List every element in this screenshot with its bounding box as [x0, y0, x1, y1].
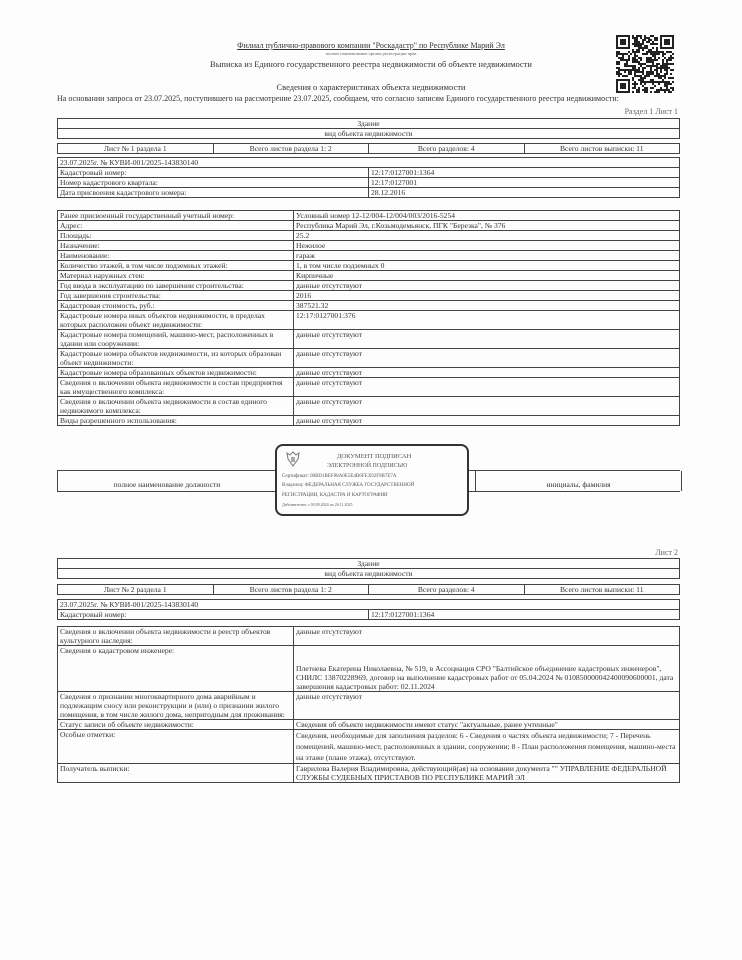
page2-properties-table	[57, 626, 680, 783]
table-row	[58, 211, 680, 221]
extract-sheets-total: Всего листов выписки: 11	[524, 585, 680, 595]
table-row	[58, 349, 680, 368]
stamp-validity: Действителен: с 03.09.2024 по 26.11.2025	[282, 502, 353, 507]
table-row	[58, 378, 680, 397]
table-row	[58, 416, 680, 426]
stamp-issuer: Владелец: ФЕДЕРАЛЬНАЯ СЛУЖБА ГОСУДАРСТВЕННОЙ	[282, 483, 415, 488]
row-value: 25.2	[294, 231, 680, 241]
extract-sheets-total: Всего листов выписки: 11	[524, 144, 680, 154]
table-row	[58, 281, 680, 291]
row-label: Кадастровые номера объектов недвижимости, из которых образован объект недвижимости:	[58, 349, 294, 368]
row-label: Год завершения строительства:	[58, 291, 294, 301]
row-value: Сведения об объекте недвижимости имеют статус "актуальные, ранее учтенные"	[294, 720, 680, 730]
page2-object-type-table	[57, 558, 680, 579]
table-row	[58, 368, 680, 378]
row-label: Наименование:	[58, 251, 294, 261]
row-label: Дата присвоения кадастрового номера:	[58, 188, 369, 198]
row-label: Назначение:	[58, 241, 294, 251]
page1-section-label: Раздел 1 Лист 1	[624, 107, 678, 116]
stamp-certificate: Сертификат: 00BD1BEF08A0E5E4B6FE3D2F9B7E7A	[282, 474, 397, 479]
table-row	[58, 178, 680, 188]
object-type: Здание	[58, 559, 680, 569]
page2-section-label: Лист 2	[655, 548, 678, 557]
organization-name: Филиал публично-правового компании "Роскадастр" по Республике Марий Эл	[237, 41, 505, 50]
row-label: Сведения о кадастровом инженере:	[58, 646, 294, 692]
row-value: 12:17:0127001:1364	[369, 610, 680, 620]
table-row	[58, 730, 680, 764]
row-label: Сведения о признании многоквартирного дома аварийным и подлежащим сносу или реконструкции и (или) о признании жилого помещения, в том числе жилого дома, непригодным для проживания:	[58, 692, 294, 720]
table-row	[58, 311, 680, 330]
table-row	[58, 221, 680, 231]
organization-caption: полное наименование органа регистрации прав	[325, 51, 417, 56]
row-value: 12:17:0127001:1364	[369, 168, 680, 178]
row-value: 12:17:0127001	[369, 178, 680, 188]
row-label: Статус записи об объекте недвижимости:	[58, 720, 294, 730]
row-label: Материал наружных стен:	[58, 271, 294, 281]
table-row	[58, 271, 680, 281]
object-type-caption: вид объекта недвижимости	[58, 129, 680, 139]
sections-total: Всего разделов: 4	[369, 585, 525, 595]
extract-number: 23.07.2025г. № КУВИ-001/2025-143830140	[58, 600, 680, 610]
row-label: Особые отметки:	[58, 730, 294, 764]
table-row	[58, 610, 680, 620]
row-label: Кадастровые номера иных объектов недвижимости, в пределах которых расположен объект недвижимости:	[58, 311, 294, 330]
row-label: Год ввода в эксплуатацию по завершении строительства:	[58, 281, 294, 291]
row-label: Количество этажей, в том числе подземных этажей:	[58, 261, 294, 271]
row-label: Площадь:	[58, 231, 294, 241]
row-label: Получатель выписки:	[58, 764, 294, 783]
row-value: Кирпичные	[294, 271, 680, 281]
page1-sheet-info	[57, 143, 680, 154]
coat-of-arms-icon	[285, 450, 301, 468]
table-row	[58, 397, 680, 416]
row-value: данные отсутствуют	[294, 416, 680, 426]
name-caption: инициалы, фамилия	[546, 480, 611, 489]
table-row	[58, 241, 680, 251]
section-title: Сведения о характеристиках объекта недвижимости	[276, 82, 466, 92]
row-value: 12:17:0127001:376	[294, 311, 680, 330]
row-label: Сведения о включении объекта недвижимости в реестр объектов культурного наследия:	[58, 627, 294, 646]
row-value: данные отсутствуют	[294, 349, 680, 368]
section-sheets-total: Всего листов раздела 1: 2	[213, 585, 369, 595]
stamp-line2: ЭЛЕКТРОННОЙ ПОДПИСЬЮ	[327, 463, 408, 469]
stamp-issuer2: РЕГИСТРАЦИИ, КАДАСТРА И КАРТОГРАФИИ	[282, 493, 388, 498]
row-value: Гаврилова Валерия Владимировна, действующий(ая) на основании документа "" УПРАВЛЕНИЕ ФЕДЕРАЛЬНОЙ СЛУЖБЫ СУДЕБНЫХ ПРИСТАВОВ ПО РЕСПУБЛИКЕ МАРИЙ ЭЛ	[294, 764, 680, 783]
table-row	[58, 188, 680, 198]
row-label: Кадастровая стоимость, руб.:	[58, 301, 294, 311]
qr-code-icon	[616, 35, 674, 93]
page1-properties-table	[57, 210, 680, 426]
sheet-number: Лист № 1 раздела 1	[58, 144, 214, 154]
row-label: Кадастровые номера образованных объектов недвижимости:	[58, 368, 294, 378]
table-row	[58, 720, 680, 730]
request-text: На основании запроса от 23.07.2025, поступившего на рассмотрение 23.07.2025, сообщаем, что согласно записям Единого государственного реестра недвижимости:	[57, 94, 619, 103]
page1-object-type-table	[57, 118, 680, 139]
row-label: Кадастровый номер:	[58, 610, 369, 620]
row-label: Кадастровый номер:	[58, 168, 369, 178]
row-value: Республика Марий Эл, г.Козьмодемьянск, ПГК "Березка", № 376	[294, 221, 680, 231]
table-row	[58, 301, 680, 311]
table-row	[58, 764, 680, 783]
table-row	[58, 231, 680, 241]
extract-number: 23.07.2025г. № КУВИ-001/2025-143830140	[58, 158, 680, 168]
sheet-number: Лист № 2 раздела 1	[58, 585, 214, 595]
table-row	[58, 261, 680, 271]
row-value: 1, в том числе подземных 0	[294, 261, 680, 271]
table-row	[58, 627, 680, 646]
row-value: Плетнева Екатерина Николаевна, № 519, в Ассоциация СРО "Балтийское объединение кадастровых инженеров", СНИЛС 13870228969, договор на выполнение кадастровых работ от 05.04.2024 № 010850000042400090600001, дата завершения кадастровых работ: 02.11.2024	[294, 646, 680, 692]
row-label: Виды разрешенного использования:	[58, 416, 294, 426]
row-label: Адрес:	[58, 221, 294, 231]
table-row	[58, 646, 680, 692]
row-label: Сведения о включении объекта недвижимости в состав единого недвижимого комплекса:	[58, 397, 294, 416]
row-value: Нежилое	[294, 241, 680, 251]
page2-sheet-info	[57, 584, 680, 595]
electronic-signature-stamp	[275, 444, 469, 516]
document-title: Выписка из Единого государственного реестра недвижимости об объекте недвижимости	[210, 59, 532, 69]
row-value: 387521.32	[294, 301, 680, 311]
row-label: Ранее присвоенный государственный учетный номер:	[58, 211, 294, 221]
row-value: гараж	[294, 251, 680, 261]
row-value: Сведения, необходимые для заполнения разделов: 6 - Сведения о частях объекта недвижимости; 7 - Перечень помещений, машино-мест, расположенных в здании, сооружении; 8 - План расположения помещения, машино-места на этаже (плане этажа), отсутствуют.	[294, 730, 680, 764]
table-row	[58, 330, 680, 349]
row-value: 2016	[294, 291, 680, 301]
section-sheets-total: Всего листов раздела 1: 2	[213, 144, 369, 154]
row-value: данные отсутствуют	[294, 378, 680, 397]
row-value: данные отсутствуют	[294, 397, 680, 416]
table-row	[58, 291, 680, 301]
row-value: данные отсутствуют	[294, 330, 680, 349]
page2-ids-table	[57, 599, 680, 620]
object-type-caption: вид объекта недвижимости	[58, 569, 680, 579]
page1-ids-table	[57, 157, 680, 198]
row-value: 28.12.2016	[369, 188, 680, 198]
table-row	[58, 251, 680, 261]
stamp-line1: ДОКУМЕНТ ПОДПИСАН	[337, 453, 412, 460]
row-label: Номер кадастрового квартала:	[58, 178, 369, 188]
table-row	[58, 692, 680, 720]
row-value: Условный номер 12-12/004-12/004/003/2016-5254	[294, 211, 680, 221]
row-value: данные отсутствуют	[294, 627, 680, 646]
row-value: данные отсутствуют	[294, 281, 680, 291]
position-caption: полное наименование должности	[113, 480, 221, 489]
object-type: Здание	[58, 119, 680, 129]
row-label: Кадастровые номера помещений, машино-мест, расположенных в здании или сооружении:	[58, 330, 294, 349]
row-value: данные отсутствуют	[294, 368, 680, 378]
row-label: Сведения о включении объекта недвижимости в состав предприятия как имущественного комплекса:	[58, 378, 294, 397]
sections-total: Всего разделов: 4	[369, 144, 525, 154]
row-value: данные отсутствуют	[294, 692, 680, 720]
table-row	[58, 168, 680, 178]
